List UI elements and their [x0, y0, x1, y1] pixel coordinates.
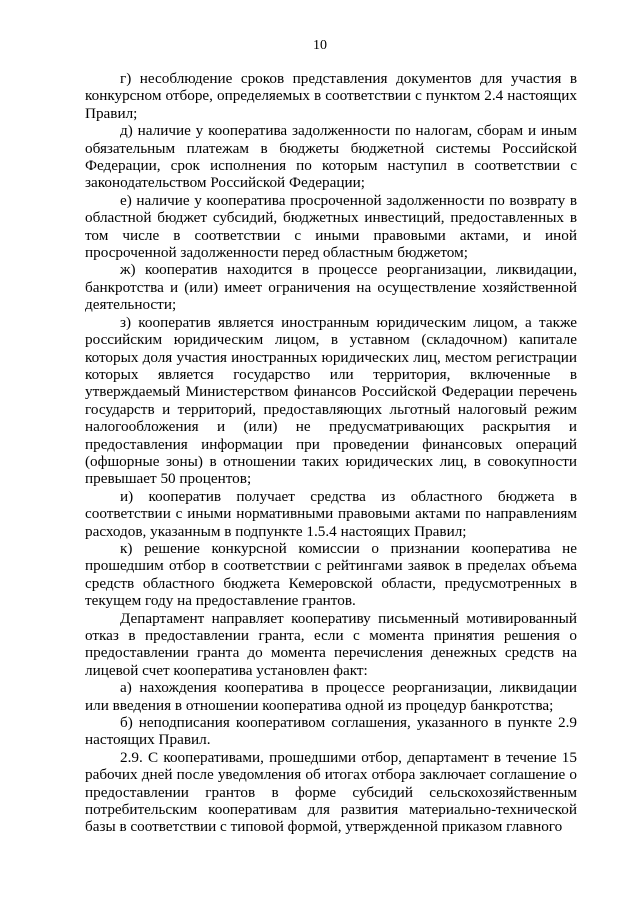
paragraph-item-k: к) решение конкурсной комиссии о признании кооператива не прошедшим отбор в соответствии с рейтингами заявок в пределах объема средств областного бюджета Кемеровской области, предусмотренных в текущем году на предоставление грантов.	[85, 539, 577, 610]
paragraph-item-z: з) кооператив является иностранным юридическим лицом, а также российским юридическим лицом, в уставном (складочном) капитале которых доля участия иностранных юридических лиц, местом регистрации которых является государство или территория, включенные в утверждаемый Министерством финансов Российской Федерации перечень государств и территорий, предоставляющих льготный налоговый режим налогообложения и (или) не предусматривающих раскрытия и предоставления информации при проведении финансовых операций (офшорные зоны) в отношении таких юридических лиц, в совокупности превышает 50 процентов;	[85, 313, 577, 488]
paragraph-item-g: г) несоблюдение сроков представления документов для участия в конкурсном отборе, определяемых в соответствии с пунктом 2.4 настоящих Правил;	[85, 70, 577, 122]
page-number: 10	[313, 38, 327, 53]
paragraph-refusal: Департамент направляет кооперативу письменный мотивированный отказ в предоставлении гранта, если с момента принятия решения о предоставлении гранта до момента перечисления денежных средств на лицевой счет кооператива установлен факт:	[85, 609, 577, 679]
paragraph-item-b: б) неподписания кооперативом соглашения, указанного в пункте 2.9 настоящих Правил.	[85, 714, 577, 749]
document-body	[85, 70, 577, 836]
paragraph-item-a: а) нахождения кооператива в процессе реорганизации, ликвидации или введения в отношении кооператива одной из процедур банкротства;	[85, 679, 577, 714]
paragraph-item-d: д) наличие у кооператива задолженности по налогам, сборам и иным обязательным платежам в бюджеты бюджетной системы Российской Федерации, срок исполнения по которым наступил в соответствии с законодательством Российской Федерации;	[85, 122, 577, 192]
paragraph-item-zh: ж) кооператив находится в процессе реорганизации, ликвидации, банкротства и (или) имеет ограничения на осуществление хозяйственной деятельности;	[85, 261, 577, 314]
paragraph-item-i: и) кооператив получает средства из областного бюджета в соответствии с иными нормативными правовыми актами по направлениям расходов, указанным в подпункте 1.5.4 настоящих Правил;	[85, 487, 577, 540]
paragraph-item-e: е) наличие у кооператива просроченной задолженности по возврату в областной бюджет субсидий, бюджетных инвестиций, предоставленных в том числе в соответствии с иными правовыми актами, и иной просроченной задолженности перед областным бюджетом;	[85, 191, 577, 262]
paragraph-section-2-9: 2.9. С кооперативами, прошедшими отбор, департамент в течение 15 рабочих дней после уведомления об итогах отбора заключает соглашение о предоставлении грантов в форме субсидий сельскохозяйственным потребительским кооперативам для развития материально-технической базы в соответствии с типовой формой, утвержденной приказом главного	[85, 748, 577, 836]
